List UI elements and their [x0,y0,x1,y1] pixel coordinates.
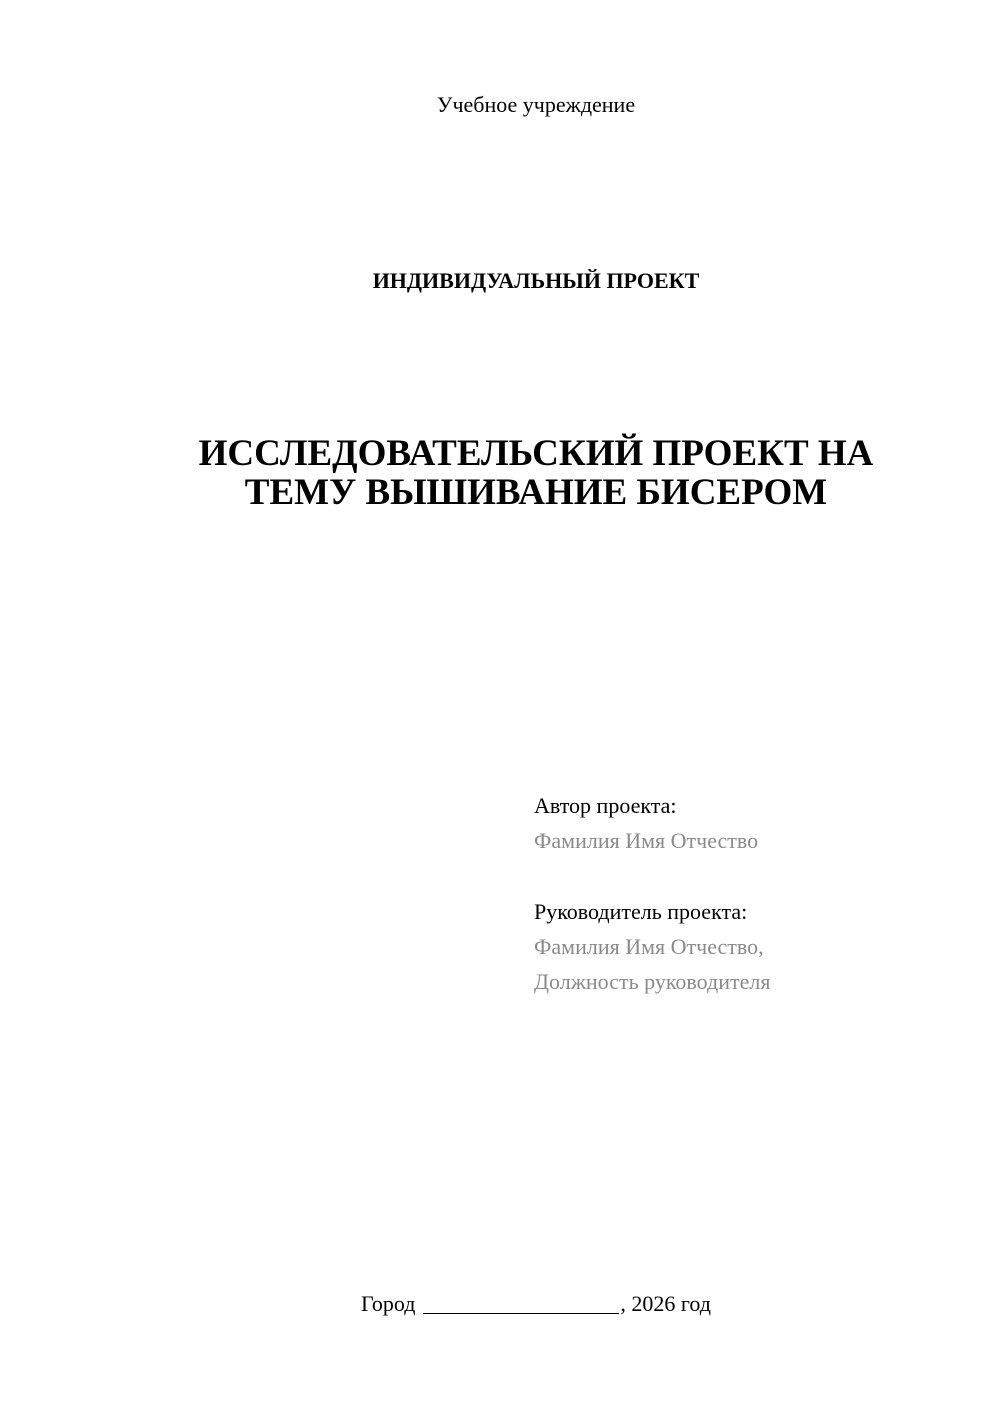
city-blank-line [423,1293,619,1314]
supervisor-name: Фамилия Имя Отчество, [534,934,764,959]
project-kind-heading: ИНДИВИДУАЛЬНЫЙ ПРОЕКТ [372,268,700,293]
supervisor-label: Руководитель проекта: [534,899,748,924]
city-label: Город [361,1291,416,1316]
project-credits [534,788,974,999]
city-year-line [0,1290,1000,1318]
project-title-line-1: ИССЛЕДОВАТЕЛЬСКИЙ ПРОЕКТ НА [198,433,874,474]
project-title-line-2: ТЕМУ ВЫШИВАНИЕ БИСЕРОМ [244,472,828,513]
credits-spacer [534,858,974,894]
year-text: , 2026 год [620,1291,711,1316]
author-name: Фамилия Имя Отчество [534,828,759,853]
project-title [150,434,922,512]
supervisor-position: Должность руководителя [534,969,771,994]
institution-name: Учебное учреждение [436,92,636,117]
author-label: Автор проекта: [534,793,677,818]
